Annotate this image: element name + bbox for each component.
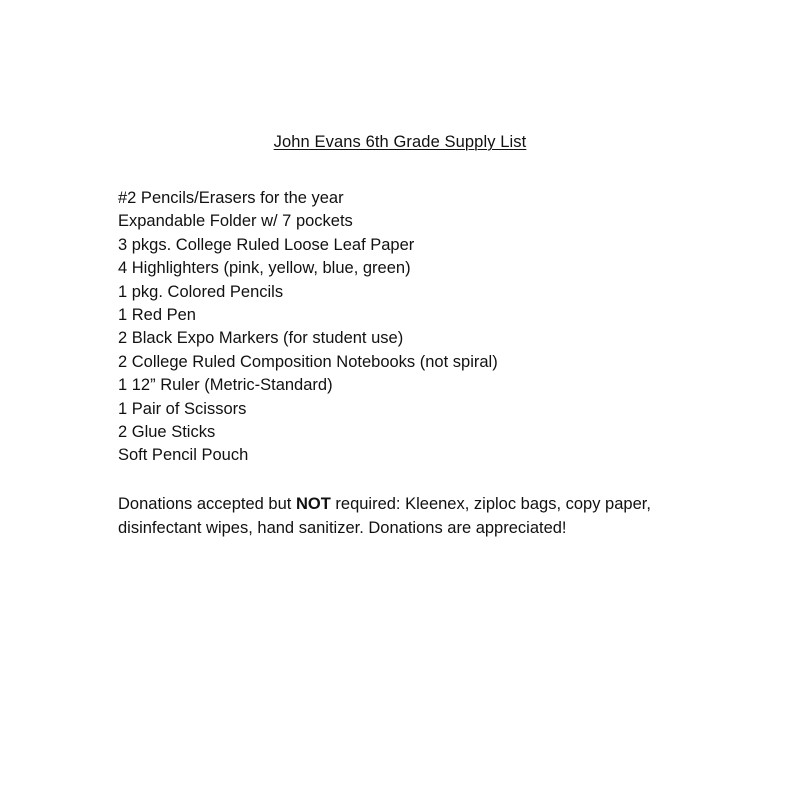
page-title: John Evans 6th Grade Supply List — [273, 133, 527, 151]
list-item: 1 pkg. Colored Pencils — [118, 282, 284, 301]
list-item: 4 Highlighters (pink, yellow, blue, green) — [118, 259, 411, 278]
donations-line-1 — [118, 492, 718, 516]
list-item: 1 12” Ruler (Metric-Standard) — [118, 376, 333, 395]
donations-note — [118, 492, 718, 540]
supply-list — [118, 187, 498, 468]
list-item: 1 Red Pen — [118, 306, 196, 325]
list-item: #2 Pencils/Erasers for the year — [118, 189, 344, 207]
list-item: Soft Pencil Pouch — [118, 446, 249, 465]
list-item: 2 Black Expo Markers (for student use) — [118, 329, 404, 348]
list-item: 2 Glue Sticks — [118, 423, 216, 442]
list-item: Expandable Folder w/ 7 pockets — [118, 212, 353, 231]
donations-emphasis: NOT — [295, 495, 331, 513]
donations-line-2: disinfectant wipes, hand sanitizer. Donations are appreciated! — [118, 519, 567, 537]
list-item: 1 Pair of Scissors — [118, 399, 247, 418]
list-item: 2 College Ruled Composition Notebooks (not spiral) — [118, 352, 498, 371]
donations-prefix: Donations accepted but — [118, 495, 296, 513]
donations-line-1-rest: required: Kleenex, ziploc bags, copy paper, — [330, 495, 651, 513]
list-item: 3 pkgs. College Ruled Loose Leaf Paper — [118, 235, 415, 254]
